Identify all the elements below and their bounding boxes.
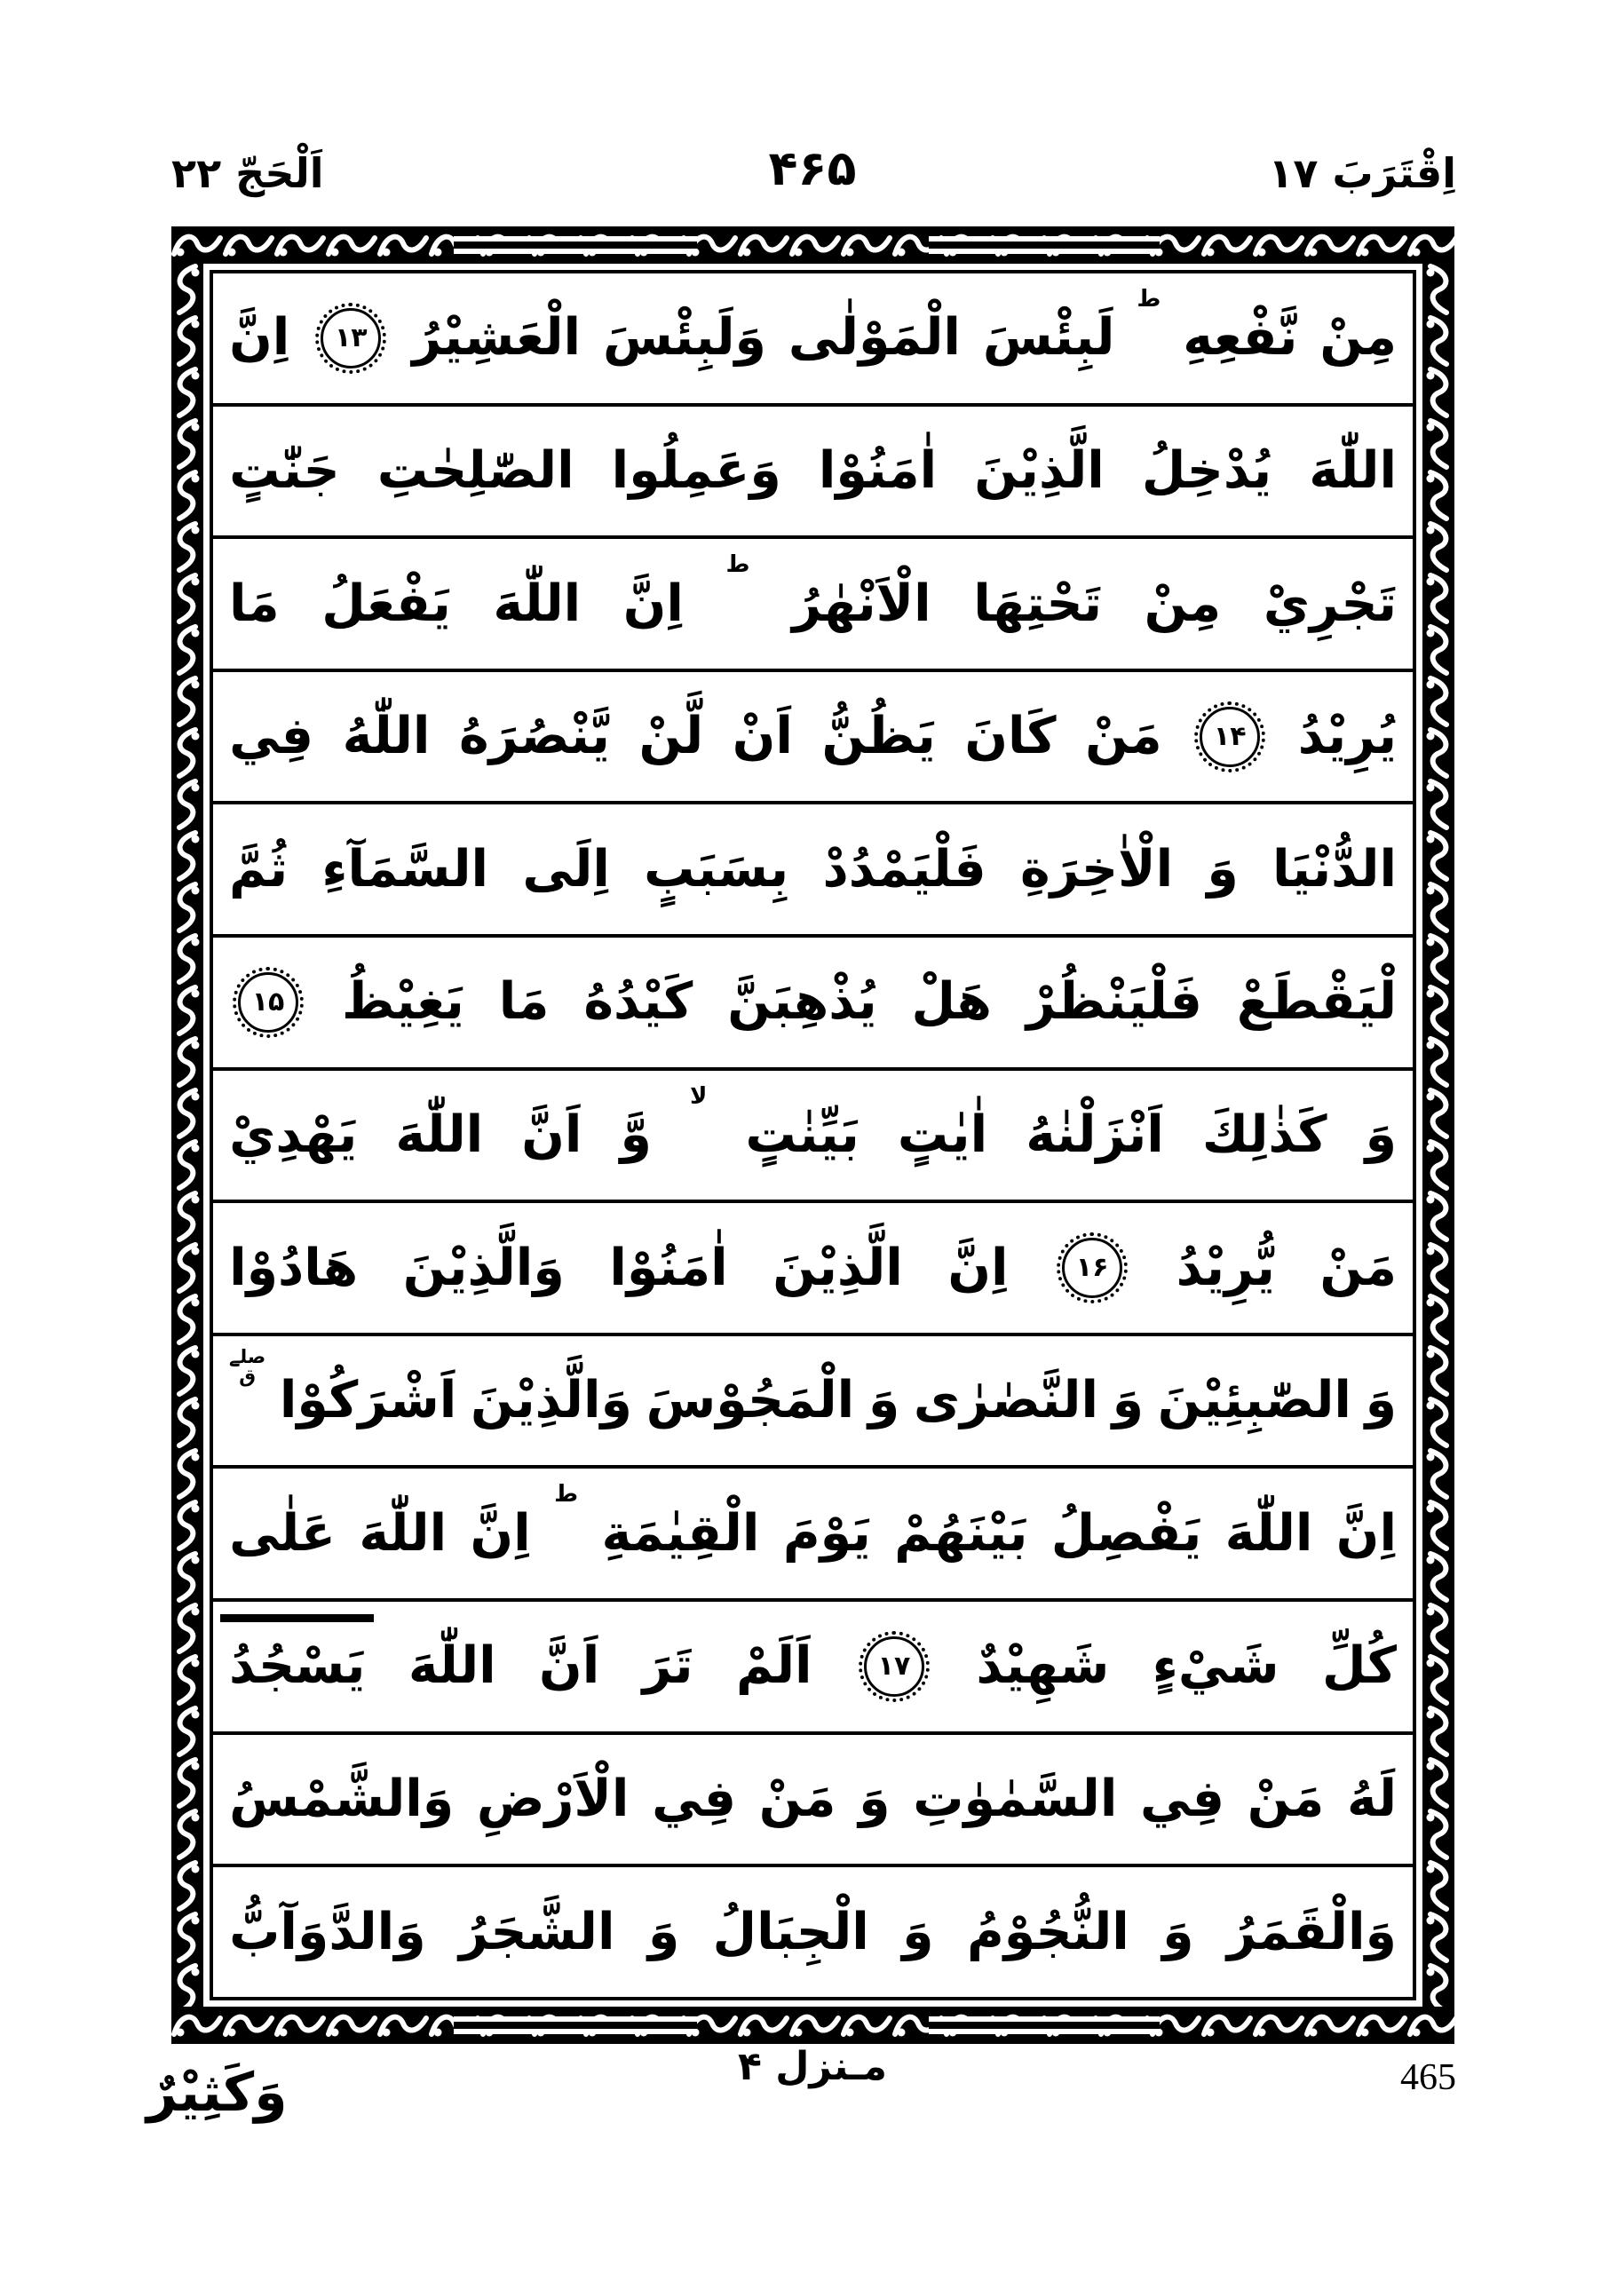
word: مَنْ	[1319, 1238, 1397, 1297]
word: يُدْخِلُ	[1141, 440, 1272, 500]
waqf-mark: ط	[554, 1481, 579, 1509]
word: وَ	[1207, 839, 1239, 899]
quran-line-9	[213, 1336, 1413, 1469]
ornament-border-top	[171, 226, 1454, 264]
word: مَا	[498, 972, 550, 1032]
word: فِي	[652, 1770, 737, 1828]
quran-line-3	[213, 539, 1413, 672]
word: فَلْيَمْدُدْ	[822, 839, 986, 899]
word: النُّجُوْمُ	[966, 1902, 1129, 1961]
word: الْعَشِيْرُ	[412, 308, 582, 368]
word: تَجْرِيْ	[1263, 574, 1397, 633]
word: يَّنْصُرَهُ	[458, 707, 610, 766]
word: الصّٰلِحٰتِ	[376, 440, 574, 500]
word: لْيَقْطَعْ	[1236, 972, 1397, 1032]
word: وَ	[902, 1902, 934, 1961]
word: لَهُ	[1347, 1770, 1397, 1828]
word: عَلٰى	[229, 1503, 336, 1563]
word: يَفْعَلُ	[321, 574, 451, 633]
word: السَّمٰوٰتِ	[913, 1770, 1118, 1828]
word: يُّرِيْدُ	[1176, 1238, 1275, 1297]
word: شَيْءٍ	[1152, 1636, 1279, 1696]
word: يَغِيْظُ	[341, 972, 464, 1032]
word: نَّفْعِهِ	[1183, 308, 1298, 368]
word: لَبِئْسَ	[982, 308, 1115, 368]
word: الْجِبَالُ	[712, 1902, 869, 1961]
waqf-mark: لا	[690, 1082, 708, 1110]
word: اللّٰهَ	[493, 574, 582, 633]
word: اَنْ	[732, 707, 793, 766]
word: فِي	[1140, 1770, 1225, 1828]
word: كُلِّ	[1321, 1636, 1397, 1696]
surah-name-header: اَلْحَجّ ۲۲	[171, 149, 324, 197]
word: وَالَّذِيْنَ	[402, 1238, 565, 1297]
quran-line-13	[213, 1867, 1413, 1997]
word: اِلَى	[522, 839, 610, 899]
word: وَعَمِلُوا	[611, 440, 781, 500]
word: كَانَ	[964, 707, 1057, 766]
quran-line-7	[213, 1071, 1413, 1204]
word: اِنَّ	[1335, 1503, 1397, 1563]
text-area	[210, 270, 1416, 2000]
verse-end-rosette: ۱۴	[1200, 707, 1260, 767]
word: وَ	[867, 1371, 900, 1430]
word: ثُمَّ	[229, 839, 289, 899]
word: السَّمَآءِ	[321, 839, 489, 899]
page-number-urdu: ۴۶۵	[768, 140, 857, 196]
word: وَ	[1365, 1105, 1397, 1164]
word: اللّٰهَ	[1309, 440, 1397, 500]
word: تَحْتِهَا	[973, 574, 1103, 633]
word: يَهْدِيْ	[229, 1105, 358, 1164]
word: اِنَّ	[470, 1503, 531, 1563]
word: كَيْدُهُ	[583, 972, 693, 1032]
word: وَ	[1112, 1371, 1145, 1430]
word: وَ	[859, 1770, 891, 1828]
word: يُذْهِبَنَّ	[727, 972, 877, 1032]
word: اِنَّ	[229, 308, 290, 368]
word: كَذٰلِكَ	[1201, 1105, 1327, 1164]
ornament-border-left	[171, 264, 203, 2007]
word: فَلْيَنْظُرْ	[1026, 972, 1202, 1032]
border-gap	[929, 236, 1160, 254]
word: يُرِيْدُ	[1297, 707, 1397, 766]
word: اَلَمْ	[735, 1636, 812, 1696]
word: جَنّٰتٍ	[229, 440, 340, 500]
word: فِي	[229, 707, 314, 766]
word: اٰمَنُوْا	[609, 1238, 728, 1297]
word: اللّٰهَ	[1224, 1503, 1313, 1563]
quran-line-6	[213, 938, 1413, 1071]
word: لَّنْ	[638, 707, 704, 766]
page-number: 465	[1400, 2057, 1456, 2098]
border-gap	[929, 2016, 1160, 2034]
waqf-mark: صلے ق	[229, 1345, 266, 1387]
quran-line-5	[213, 804, 1413, 938]
word: بِسَبَبٍ	[644, 839, 789, 899]
manzil-label: مـنزل ۴	[738, 2044, 887, 2089]
word: يَظُنُّ	[821, 707, 936, 766]
word: يَوْمَ	[782, 1503, 871, 1563]
word: وَّ	[620, 1105, 652, 1164]
word: الَّذِيْنَ	[974, 440, 1105, 500]
quran-line-2	[213, 407, 1413, 540]
word: وَالْقَمَرُ	[1226, 1902, 1397, 1961]
text-frame	[171, 226, 1454, 2044]
word: وَالشَّمْسُ	[229, 1770, 455, 1828]
word: الدُّنْيَا	[1272, 839, 1397, 899]
word: اللّٰهَ	[395, 1105, 484, 1164]
word: النَّصٰرٰى	[913, 1371, 1098, 1430]
word: اَنَّ	[521, 1105, 582, 1164]
border-gap	[454, 2016, 698, 2034]
word: اللّٰهَ	[359, 1503, 448, 1563]
word: يَفْصِلُ	[1050, 1503, 1202, 1563]
quran-line-10	[213, 1469, 1413, 1602]
word: الْاٰخِرَةِ	[1019, 839, 1174, 899]
word: بَيْنَهُمْ	[894, 1503, 1028, 1563]
word: اللّٰهُ	[342, 707, 431, 766]
word: الصّٰبِئِيْنَ	[1157, 1371, 1351, 1430]
word: الْاَرْضِ	[476, 1770, 630, 1828]
verse-end-rosette: ۱۳	[321, 308, 381, 368]
word: مِنْ	[1144, 574, 1222, 633]
word: مَنْ	[1085, 707, 1162, 766]
word: وَ	[647, 1902, 680, 1961]
word: وَلَبِئْسَ	[603, 308, 766, 368]
quran-line-4	[213, 672, 1413, 805]
verse-end-rosette: ۱۶	[1062, 1238, 1122, 1298]
word: اَنَّ	[539, 1636, 600, 1696]
word: اَنْزَلْنٰهُ	[1026, 1105, 1164, 1164]
verse-end-rosette: ۱۵	[238, 972, 298, 1033]
word: اللّٰهَ	[408, 1636, 496, 1696]
word-sajdah-marked: يَسْجُدُ	[229, 1636, 366, 1696]
word: اٰيٰتٍ	[897, 1105, 988, 1164]
word: الشَّجَرُ	[459, 1902, 615, 1961]
waqf-mark: ط	[1137, 286, 1161, 313]
word: الَّذِيْنَ	[772, 1238, 903, 1297]
word: هَادُوْا	[229, 1238, 359, 1297]
quran-lines	[213, 273, 1413, 1997]
word: تَرَ	[642, 1636, 693, 1696]
word: شَهِيْدٌ	[976, 1636, 1110, 1696]
border-gap	[454, 236, 698, 254]
word: مَنْ	[758, 1770, 836, 1828]
word: الْمَوْلٰى	[788, 308, 961, 368]
catchword-next-page: وَكَثِيْرٌ	[147, 2062, 288, 2124]
word: وَالدَّوَآبُّ	[229, 1902, 426, 1961]
word: هَلْ	[911, 972, 992, 1032]
quran-line-11	[213, 1602, 1413, 1735]
word: مَا	[229, 574, 280, 633]
word: اٰمَنُوْا	[818, 440, 938, 500]
ornament-border-bottom	[171, 2007, 1454, 2044]
word: اِنَّ	[622, 574, 684, 633]
word: الْقِيٰمَةِ	[601, 1503, 760, 1563]
word: الْمَجُوْسَ	[646, 1371, 855, 1430]
word: بَيِّنٰتٍ	[745, 1105, 860, 1164]
word: الْاَنْهٰرُ	[792, 574, 931, 633]
word: وَ	[1162, 1902, 1194, 1961]
word: اِنَّ	[947, 1238, 1009, 1297]
word: اَشْرَكُوْا	[279, 1371, 457, 1430]
quran-line-12	[213, 1735, 1413, 1868]
juz-name-header: اِقْتَرَبَ ۱۷	[1268, 149, 1456, 197]
quran-line-8	[213, 1203, 1413, 1336]
ornament-border-right	[1422, 264, 1454, 2007]
verse-end-rosette: ۱۷	[864, 1636, 924, 1697]
word: وَالَّذِيْنَ	[470, 1371, 632, 1430]
waqf-mark: ط	[725, 551, 750, 579]
word: مِنْ	[1319, 308, 1397, 368]
word: مَنْ	[1247, 1770, 1325, 1828]
quran-line-1	[213, 273, 1413, 407]
word: وَ	[1365, 1371, 1397, 1430]
